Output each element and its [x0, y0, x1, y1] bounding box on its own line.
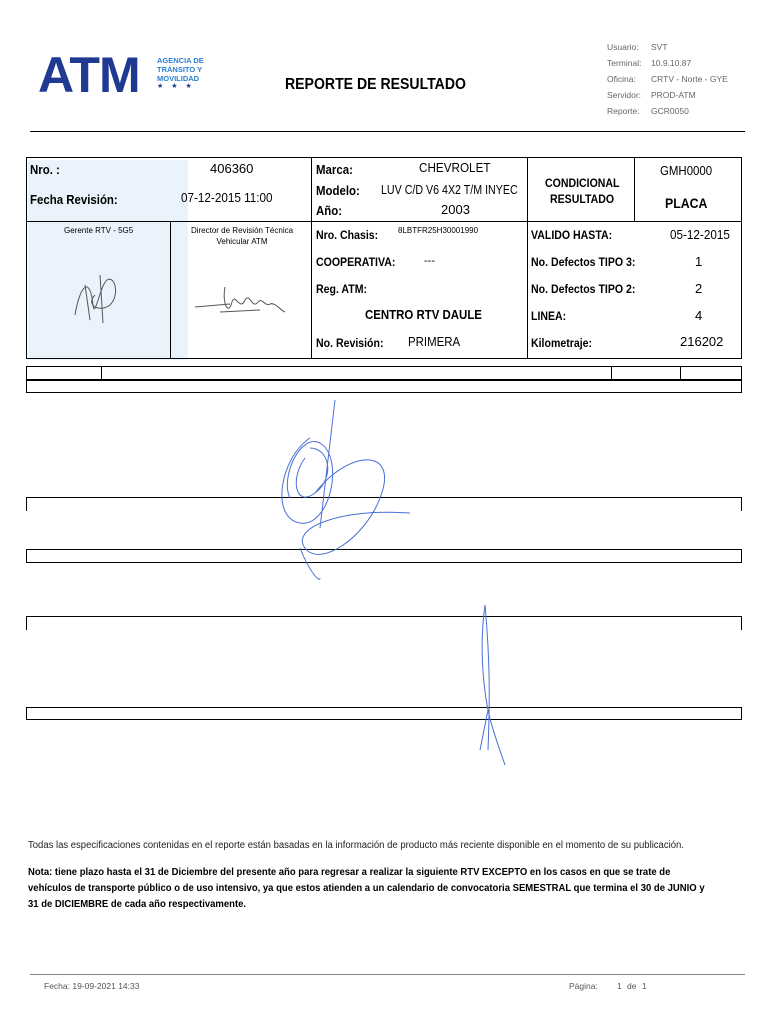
agency-line2: TRÁNSITO Y [157, 65, 203, 74]
modelo-label: Modelo: [316, 183, 360, 198]
tipo2-value: 2 [695, 281, 703, 296]
fecha-label: Fecha Revisión: [30, 192, 118, 207]
fecha-value: 07-12-2015 11:00 [181, 190, 273, 205]
tipo3-value: 1 [695, 254, 703, 269]
page-label: Página: [569, 981, 598, 991]
director-line2: Vehicular ATM [216, 237, 268, 246]
meta-value-reporte: GCR0050 [651, 106, 689, 116]
logo-stars: ★ ★ ★ [157, 83, 195, 90]
section-box-4 [26, 707, 742, 720]
nro-label: Nro. : [30, 162, 60, 177]
blue-signature-2 [470, 600, 510, 770]
chasis-label: Nro. Chasis: [316, 228, 379, 242]
meta-label-terminal: Terminal: [607, 58, 642, 68]
page-total: 1 [642, 981, 647, 991]
tipo3-label: No. Defectos TIPO 3: [531, 255, 636, 269]
km-label: Kilometraje: [531, 336, 593, 350]
meta-label-usuario: Usuario: [607, 42, 639, 52]
centro-value: CENTRO RTV DAULE [365, 307, 482, 322]
reg-label: Reg. ATM: [316, 282, 368, 296]
footer-note: Todas las especificaciones contenidas en el reporte están basadas en la información de producto más reciente disponible en el momento de su publicación. [28, 840, 684, 851]
print-date: Fecha: 19-09-2021 14:33 [44, 981, 140, 991]
meta-label-oficina: Oficina: [607, 74, 636, 84]
code-value: GMH0000 [660, 163, 713, 178]
linea-label: LINEA: [531, 309, 567, 323]
km-value: 216202 [680, 334, 724, 349]
empty-row-1 [26, 366, 742, 380]
blue-signature-1 [260, 398, 420, 588]
revision-value: PRIMERA [408, 334, 461, 349]
linea-value: 4 [695, 308, 703, 323]
page-title: REPORTE DE RESULTADO [285, 76, 466, 93]
director-signature [190, 282, 290, 322]
placa-label: PLACA [665, 195, 708, 211]
agency-name [157, 56, 217, 83]
chasis-value: 8LBTFR25H30001990 [398, 226, 479, 235]
meta-value-servidor: PROD-ATM [651, 90, 696, 100]
meta-value-oficina: CRTV - Norte - GYE [651, 74, 728, 84]
page-de: de [627, 981, 637, 991]
marca-value: CHEVROLET [419, 160, 491, 175]
revision-label: No. Revisión: [316, 336, 384, 350]
gerente-signature [65, 265, 130, 330]
atm-logo: ATM [38, 47, 140, 103]
footer-divider [30, 974, 745, 975]
cooperativa-label: COOPERATIVA: [316, 255, 396, 269]
condicional-label: CONDICIONAL [545, 176, 620, 190]
anio-label: Año: [316, 203, 343, 218]
resultado-label: RESULTADO [550, 192, 615, 206]
valido-label: VALIDO HASTA: [531, 228, 613, 242]
meta-value-usuario: SVT [651, 42, 668, 52]
tipo2-label: No. Defectos TIPO 2: [531, 282, 636, 296]
director-label [174, 225, 310, 247]
modelo-value: LUV C/D V6 4X2 T/M INYEC [381, 182, 518, 197]
nro-value: 406360 [210, 161, 254, 176]
header-divider [30, 131, 745, 132]
empty-row-2 [26, 380, 742, 393]
cooperativa-value: --- [424, 255, 435, 267]
meta-label-servidor: Servidor: [607, 90, 642, 100]
nota-text: Nota: tiene plazo hasta el 31 de Diciembre del presente año para regresar a realizar la siguiente RTV EXCEPTO en los casos en que se trate de vehículos de transporte público o de uso intensivo, ya que estos atienden a un calendario de convocatoria SEMESTRAL que termina el 30 de JUNIO y 31 de DICIEMBRE de cada año respectivamente. [28, 867, 705, 910]
director-line1: Director de Revisión Técnica [190, 226, 294, 235]
agency-line1: AGENCIA DE [157, 56, 204, 65]
gerente-label: Gerente RTV - 5G5 [64, 226, 134, 235]
marca-label: Marca: [316, 162, 353, 177]
page-number: 1 [617, 981, 622, 991]
meta-value-terminal: 10.9.10.87 [651, 58, 692, 68]
agency-line3: MOVILIDAD [157, 74, 200, 83]
meta-label-reporte: Reporte: [607, 106, 640, 116]
anio-value: 2003 [441, 202, 470, 217]
section-box-3 [26, 616, 742, 630]
valido-value: 05-12-2015 [670, 227, 730, 242]
